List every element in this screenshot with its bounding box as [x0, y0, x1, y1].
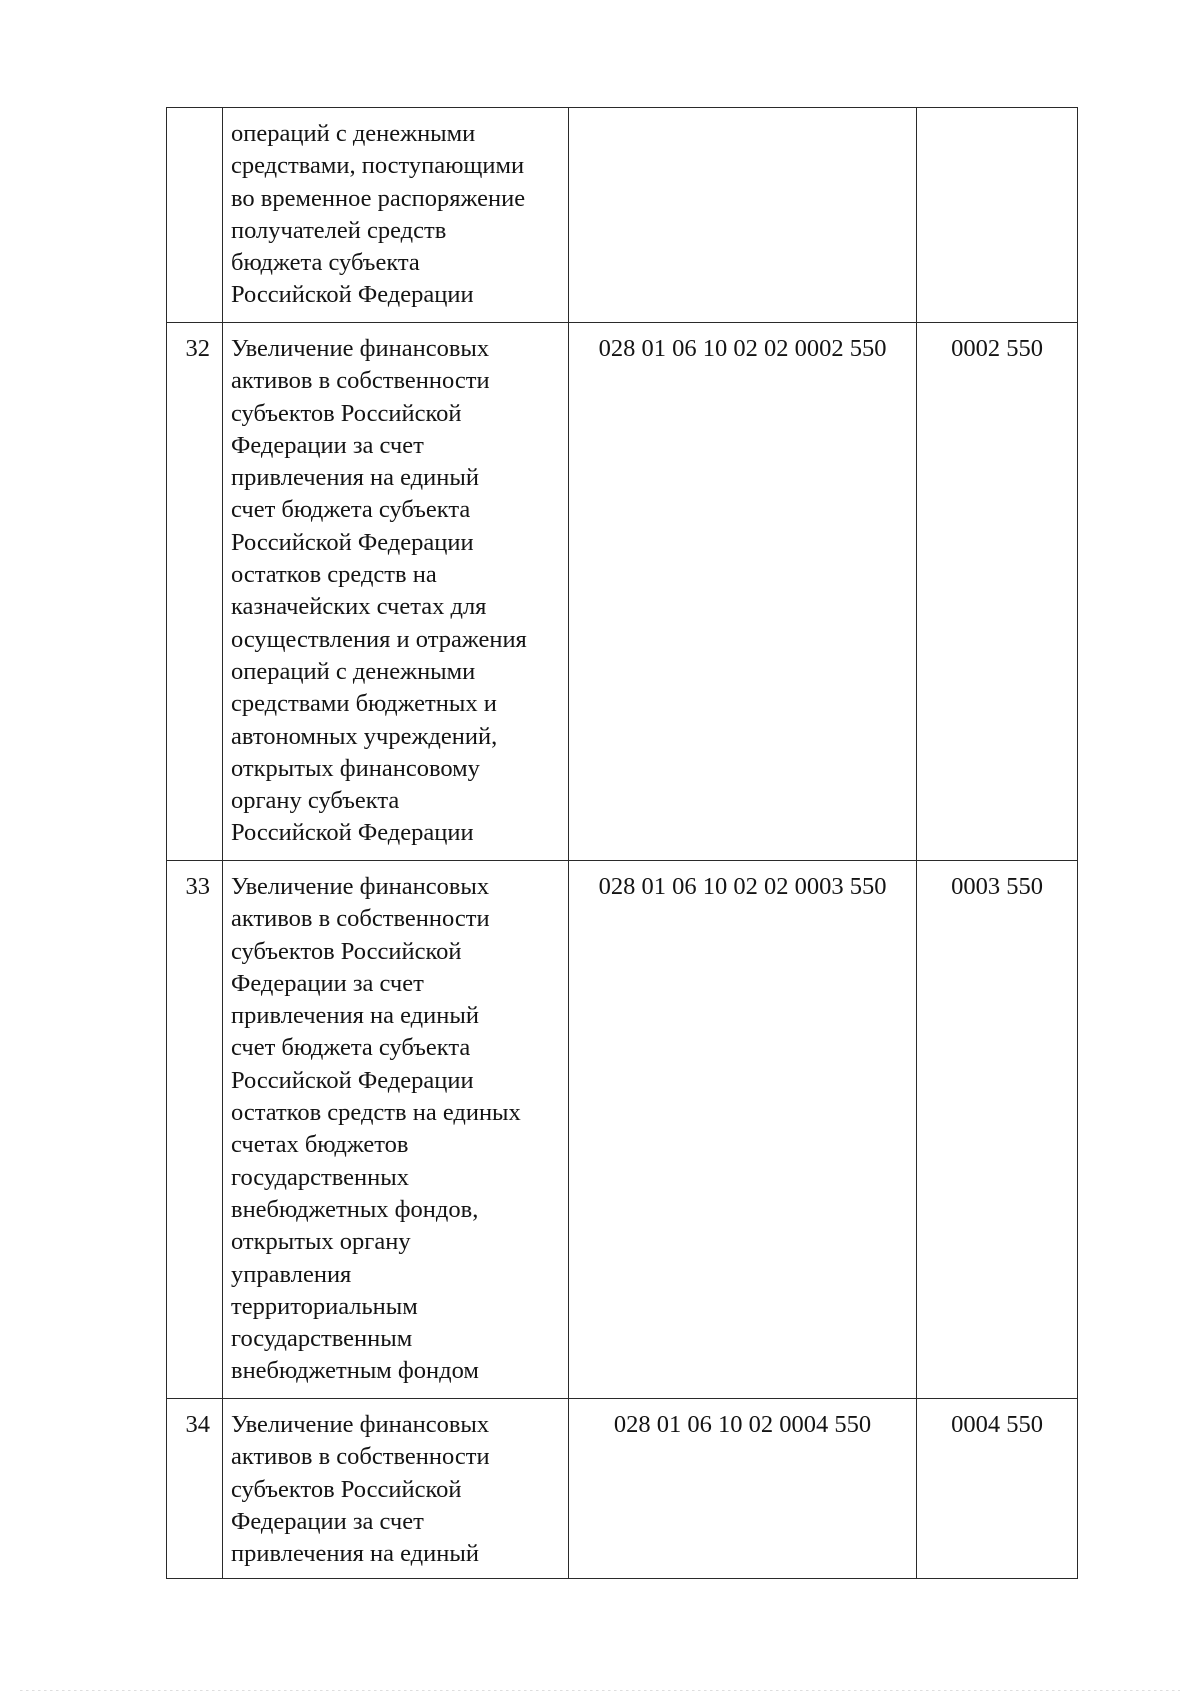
description-line: Увеличение финансовых — [231, 335, 490, 362]
description-line: Российской Федерации — [231, 281, 474, 309]
description-line: субъектов Российской — [231, 1475, 462, 1503]
row-subcode — [917, 108, 1078, 323]
description-line: средствами бюджетных и — [231, 690, 497, 718]
description-line: остатков средств на единых — [231, 1099, 521, 1127]
description-line: средствами, поступающими — [231, 152, 525, 180]
description-line: Российской Федерации — [231, 819, 474, 847]
row-number: 33 — [167, 861, 223, 1399]
table-row — [167, 323, 1078, 861]
description-line: казначейских счетах для — [231, 593, 487, 621]
row-number: 32 — [167, 323, 223, 861]
row-subcode: 0003 550 — [917, 861, 1078, 1399]
row-description — [223, 861, 569, 1399]
description-line: субъектов Российской — [231, 937, 462, 965]
description-line: привлечения на единый — [231, 1002, 479, 1030]
description-line: активов в собственности — [231, 1443, 490, 1471]
description-line: государственных — [231, 1163, 409, 1191]
description-line: Российской Федерации — [231, 528, 474, 556]
table-row — [167, 861, 1078, 1399]
description-line: Федерации за счет — [231, 1507, 424, 1535]
description-line: Российской Федерации — [231, 1066, 474, 1094]
description-line: субъектов Российской — [231, 399, 462, 427]
table-body — [167, 108, 1078, 1579]
row-number — [167, 108, 223, 323]
row-budget-code: 028 01 06 10 02 02 0003 550 — [569, 861, 917, 1399]
description-line: органу субъекта — [231, 787, 400, 815]
description-line: счетах бюджетов — [231, 1131, 409, 1159]
description-line: во временное распоряжение — [231, 184, 526, 212]
description-line: открытых органу — [231, 1228, 411, 1256]
description-line: внебюджетным фондом — [231, 1357, 479, 1385]
description-line: счет бюджета субъекта — [231, 496, 471, 524]
description-line: остатков средств на — [231, 561, 437, 589]
scan-artifact-line — [20, 1690, 1180, 1691]
description-line: осуществления и отражения — [231, 625, 527, 653]
row-description — [223, 108, 569, 323]
row-subcode: 0002 550 — [917, 323, 1078, 861]
row-budget-code: 028 01 06 10 02 02 0002 550 — [569, 323, 917, 861]
row-budget-code: 028 01 06 10 02 0004 550 — [569, 1399, 917, 1579]
description-line: Увеличение финансовых — [231, 873, 490, 900]
description-line: активов в собственности — [231, 367, 490, 395]
description-line: Федерации за счет — [231, 431, 424, 459]
row-description — [223, 1399, 569, 1579]
row-number: 34 — [167, 1399, 223, 1579]
description-line: государственным — [231, 1325, 413, 1353]
description-line: активов в собственности — [231, 905, 490, 933]
description-line: привлечения на единый — [231, 1540, 479, 1568]
row-budget-code — [569, 108, 917, 323]
description-line: счет бюджета субъекта — [231, 1034, 471, 1062]
description-line: получателей средств — [231, 216, 447, 244]
description-line: Федерации за счет — [231, 969, 424, 997]
budget-codes-table — [166, 107, 1078, 1579]
description-line: операций с денежными — [231, 657, 476, 685]
row-subcode: 0004 550 — [917, 1399, 1078, 1579]
description-line: автономных учреждений, — [231, 722, 498, 750]
description-line: привлечения на единый — [231, 464, 479, 492]
table-row — [167, 108, 1078, 323]
description-line: внебюджетных фондов, — [231, 1195, 479, 1223]
description-line: открытых финансовому — [231, 754, 480, 782]
description-line: бюджета субъекта — [231, 249, 420, 277]
row-description — [223, 323, 569, 861]
description-line: территориальным — [231, 1292, 418, 1320]
description-line: управления — [231, 1260, 352, 1288]
description-line: операций с денежными — [231, 120, 476, 147]
description-line: Увеличение финансовых — [231, 1411, 490, 1438]
table-row — [167, 1399, 1078, 1579]
